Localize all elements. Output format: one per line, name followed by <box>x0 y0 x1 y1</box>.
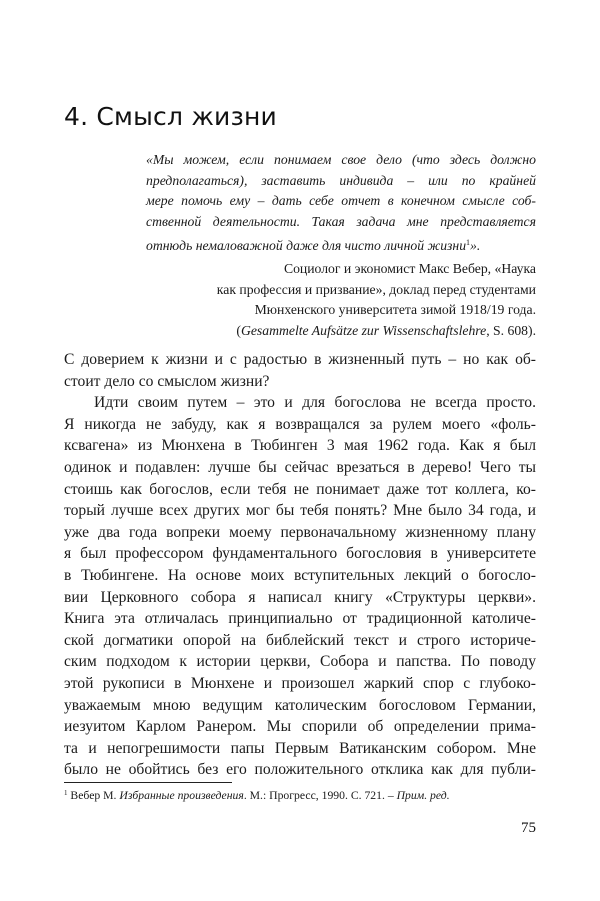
body-line: ской догматики опорой на библейский текст и строго историче- <box>64 631 536 649</box>
source-title: Gesammelte Aufsätze zur Wissenschaftslehre <box>240 322 487 338</box>
epigraph-attribution <box>116 259 536 341</box>
epigraph-last-line <box>146 233 536 257</box>
attribution-line: Мюнхенского университета зимой 1918/19 года. <box>254 302 536 317</box>
body-line: уважаемым мною ведущим католическим богословом Германии, <box>64 696 536 714</box>
body-line: Книга эта отличалась принципиально от традиционной католиче- <box>64 610 536 628</box>
body-line: та и непогрешимости папы Первым Ватиканским собором. Мне <box>64 739 536 757</box>
epigraph-closing: ». <box>470 237 481 253</box>
body-line: вии Церковного собора я написал книгу «Структуры церкви». <box>64 588 536 606</box>
epigraph-line: предполагаться), заставить индивида – или по крайней <box>146 172 536 188</box>
body-text <box>64 349 536 781</box>
attribution-paren: ( <box>236 322 241 338</box>
body-line: иезуитом Карлом Ранером. Мы спорили об определении прима- <box>64 718 536 736</box>
attribution-line: Социолог и экономист Макс Вебер, «Наука <box>283 261 536 276</box>
source-page: , S. 608). <box>486 322 536 338</box>
footnote <box>64 785 536 804</box>
body-line: С доверием к жизни и с радостью в жизненный путь – но как об- <box>64 351 536 368</box>
body-line: ским подходом к истории церкви, Собора и папства. По поводу <box>64 653 536 671</box>
body-line: этой рукописи в Мюнхене и произошел жаркий спор с глубоко- <box>64 674 536 692</box>
body-line: я был профессором фундаментального богословия в университете <box>64 545 536 563</box>
epigraph-line: «Мы можем, если понимаем свое дело (что здесь должно <box>146 152 536 167</box>
body-line: в Тюбингене. На основе моих вступительных лекций о богосло- <box>64 566 536 584</box>
body-line: Идти своим путем – это и для богослова не всегда просто. <box>94 394 536 412</box>
footnote-editor-note: Прим. ред. <box>396 789 450 802</box>
epigraph-line-text: отнюдь немаловажной даже для чисто личной жизни <box>146 237 467 253</box>
footnote-details: . М.: Прогресс, 1990. С. 721. – <box>243 789 397 802</box>
body-line: стоишь как богослов, если тебя не понимает даже тот коллега, ко- <box>64 480 536 498</box>
body-line: одинок и подавлен: лучше бы сейчас врезаться в дерево! Чего ты <box>64 458 536 476</box>
attribution-source <box>116 321 536 342</box>
footnote-work: Избранные произведения <box>119 789 244 802</box>
body-line: стоит дело со смыслом жизни? <box>64 372 270 390</box>
page-number: 75 <box>521 820 536 836</box>
body-line: торый лучше всех других мог бы тебя понять? Мне было 34 года, и <box>64 502 536 520</box>
body-line: уже два года вопреки моему первоначальному жизненному плану <box>64 523 536 541</box>
body-line: Я никогда не забуду, как я возвращался за рулем моего «фоль- <box>64 415 536 433</box>
footnote-author: Вебер М. <box>67 789 120 802</box>
footnote-number: 1 <box>64 789 68 797</box>
body-line: ксвагена» из Мюнхена в Тюбинген 3 мая 1962 года. Как я был <box>64 437 536 455</box>
body-line: было не обойтись без его положительного отклика как для публи- <box>64 761 536 779</box>
footnote-reference[interactable]: 1 <box>466 237 471 247</box>
attribution-line: как профессия и призвание», доклад перед студентами <box>216 281 536 297</box>
epigraph-line: мере помочь ему – дать себе отчет в конечном смысле соб- <box>146 193 536 209</box>
footnote-divider <box>64 782 232 783</box>
chapter-title: 4. Смысл жизни <box>64 102 277 131</box>
epigraph-quote <box>146 150 536 257</box>
epigraph-line: ственной деятельности. Такая задача мне представляется <box>146 214 536 230</box>
